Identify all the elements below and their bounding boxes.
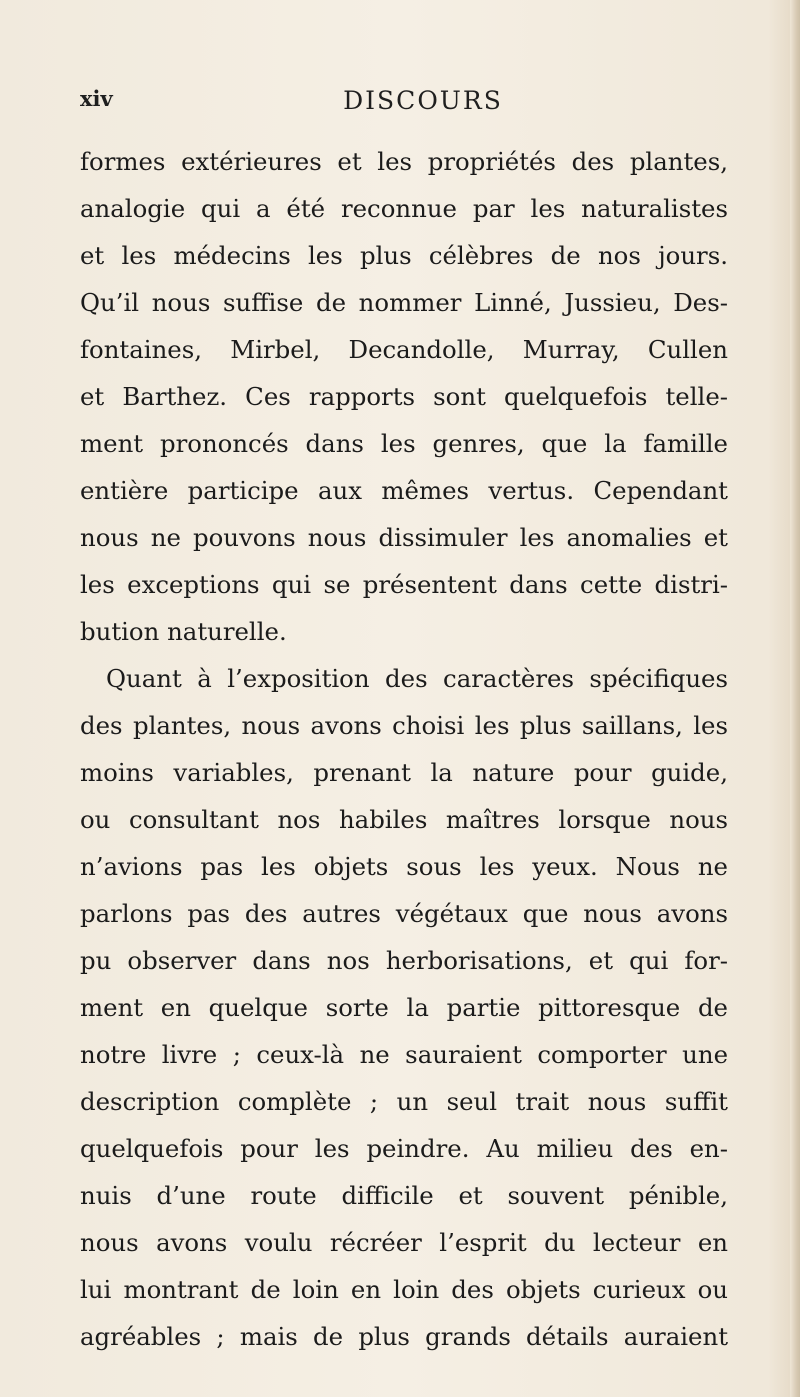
page-number: xiv [80, 86, 113, 111]
text-line: analogie qui a été reconnue par les naturalistes [80, 194, 728, 223]
running-head: DISCOURS [343, 86, 503, 115]
paragraph-start-line: Quant à l’exposition des caractères spécifiques [106, 664, 728, 693]
text-line: Qu’il nous suffise de nommer Linné, Jussieu, Des- [80, 288, 728, 317]
text-line: et les médecins les plus célèbres de nos jours. [80, 241, 728, 270]
text-line: fontaines, Mirbel, Decandolle, Murray, Cullen [80, 335, 728, 364]
page-header [80, 86, 728, 126]
text-line: notre livre ; ceux-là ne sauraient comporter une [80, 1040, 728, 1069]
text-line: quelquefois pour les peindre. Au milieu des en- [80, 1134, 728, 1163]
text-line: entière participe aux mêmes vertus. Cependant [80, 476, 728, 505]
text-line: lui montrant de loin en loin des objets curieux ou [80, 1275, 728, 1304]
text-line: moins variables, prenant la nature pour guide, [80, 758, 728, 787]
page-edge-shadow [790, 0, 800, 1397]
text-line: nous avons voulu récréer l’esprit du lecteur en [80, 1228, 728, 1257]
text-line: des plantes, nous avons choisi les plus saillans, les [80, 711, 728, 740]
text-line: pu observer dans nos herborisations, et qui for- [80, 946, 728, 975]
text-line: les exceptions qui se présentent dans cette distri- [80, 570, 728, 599]
paragraph-end-line: bution naturelle. [80, 617, 287, 646]
text-line: ment en quelque sorte la partie pittoresque de [80, 993, 728, 1022]
text-line: n’avions pas les objets sous les yeux. Nous ne [80, 852, 728, 881]
text-line: nuis d’une route difficile et souvent pénible, [80, 1181, 728, 1210]
text-line: description complète ; un seul trait nous suffit [80, 1087, 728, 1116]
text-line: nous ne pouvons nous dissimuler les anomalies et [80, 523, 728, 552]
text-line: formes extérieures et les propriétés des plantes, [80, 147, 728, 176]
text-line: agréables ; mais de plus grands détails auraient [80, 1322, 728, 1351]
text-line: ment prononcés dans les genres, que la famille [80, 429, 728, 458]
text-line: et Barthez. Ces rapports sont quelquefois telle- [80, 382, 728, 411]
text-line: parlons pas des autres végétaux que nous avons [80, 899, 728, 928]
body-text [80, 138, 728, 1360]
text-line: ou consultant nos habiles maîtres lorsque nous [80, 805, 728, 834]
